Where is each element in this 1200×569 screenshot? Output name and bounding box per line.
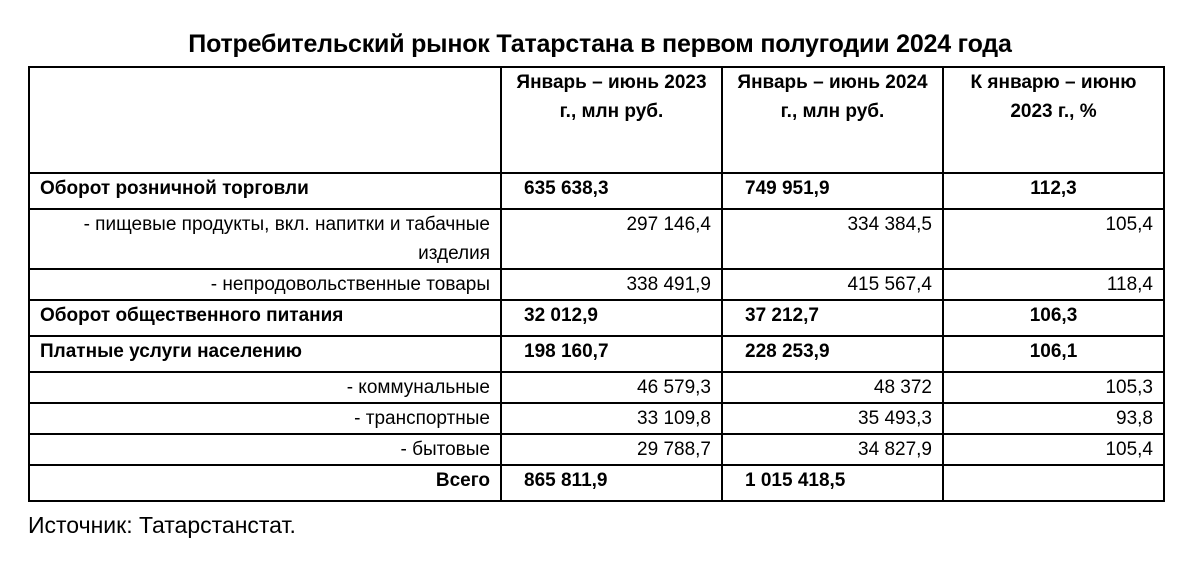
table-row — [29, 269, 1164, 300]
row-percent: 105,3 — [943, 372, 1164, 403]
row-value-2024: 415 567,4 — [722, 269, 943, 300]
header-cell-percent: К январю – июню 2023 г., % — [943, 67, 1164, 173]
row-value-2023: 865 811,9 — [501, 465, 722, 501]
row-value-2023: 338 491,9 — [501, 269, 722, 300]
table-title: Потребительский рынок Татарстана в первом полугодии 2024 года — [188, 30, 1012, 58]
table-row — [29, 336, 1164, 372]
row-percent: 106,1 — [943, 336, 1164, 372]
row-value-2023: 46 579,3 — [501, 372, 722, 403]
header-cell-2024: Январь – июнь 2024 г., млн руб. — [722, 67, 943, 173]
row-percent: 112,3 — [943, 173, 1164, 209]
row-percent: 105,4 — [943, 209, 1164, 269]
row-value-2024: 48 372 — [722, 372, 943, 403]
row-value-2023: 297 146,4 — [501, 209, 722, 269]
row-percent: 105,4 — [943, 434, 1164, 465]
row-label: - непродовольственные товары — [29, 269, 501, 300]
row-label: - транспортные — [29, 403, 501, 434]
row-percent: 118,4 — [943, 269, 1164, 300]
row-percent: 93,8 — [943, 403, 1164, 434]
table-header-row — [29, 67, 1164, 173]
table-row — [29, 372, 1164, 403]
header-cell-2023: Январь – июнь 2023 г., млн руб. — [501, 67, 722, 173]
row-value-2024: 749 951,9 — [722, 173, 943, 209]
row-label: - коммунальные — [29, 372, 501, 403]
row-label: Всего — [29, 465, 501, 501]
header-cell-empty — [29, 67, 501, 173]
row-value-2023: 32 012,9 — [501, 300, 722, 336]
row-percent — [943, 465, 1164, 501]
table-row — [29, 173, 1164, 209]
row-value-2024: 35 493,3 — [722, 403, 943, 434]
source-note: Источник: Татарстанстат. — [28, 512, 296, 538]
row-value-2023: 198 160,7 — [501, 336, 722, 372]
row-value-2024: 34 827,9 — [722, 434, 943, 465]
row-value-2024: 1 015 418,5 — [722, 465, 943, 501]
row-label: - бытовые — [29, 434, 501, 465]
row-value-2024: 334 384,5 — [722, 209, 943, 269]
data-table — [28, 66, 1165, 502]
table-row — [29, 300, 1164, 336]
row-value-2023: 33 109,8 — [501, 403, 722, 434]
row-value-2023: 29 788,7 — [501, 434, 722, 465]
row-label: - пищевые продукты, вкл. напитки и табачные изделия — [29, 209, 501, 269]
table-row — [29, 209, 1164, 269]
row-label: Оборот общественного питания — [29, 300, 501, 336]
table-row-total — [29, 465, 1164, 501]
row-value-2024: 228 253,9 — [722, 336, 943, 372]
row-value-2023: 635 638,3 — [501, 173, 722, 209]
row-percent: 106,3 — [943, 300, 1164, 336]
table-row — [29, 403, 1164, 434]
row-label: Оборот розничной торговли — [29, 173, 501, 209]
row-value-2024: 37 212,7 — [722, 300, 943, 336]
row-label: Платные услуги населению — [29, 336, 501, 372]
table-row — [29, 434, 1164, 465]
